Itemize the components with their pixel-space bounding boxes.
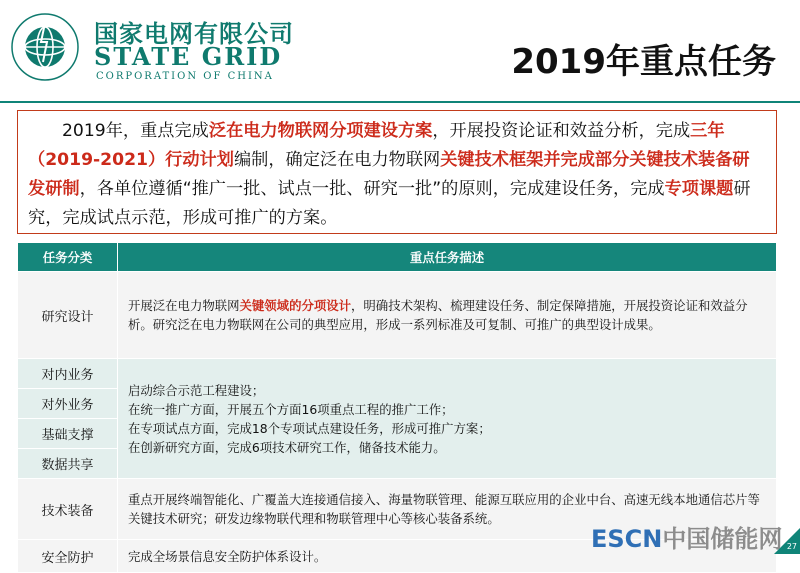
table-row bbox=[18, 272, 777, 359]
page-number: 27 bbox=[786, 542, 797, 551]
column-header-description: 重点任务描述 bbox=[118, 243, 777, 272]
description-line: 在统一推广方面，开展五个方面16项重点工程的推广工作； bbox=[128, 401, 454, 417]
summary-text: 编制，确定泛在电力物联网 bbox=[233, 150, 441, 170]
category-cell: 对外业务 bbox=[18, 389, 118, 419]
watermark-latin: ESCN bbox=[591, 525, 663, 553]
state-grid-logo bbox=[10, 12, 80, 82]
category-cell: 技术装备 bbox=[18, 479, 118, 540]
summary-text: ，开展投资论证和效益分析，完成 bbox=[432, 121, 691, 141]
description-cell bbox=[118, 272, 777, 359]
summary-highlight: 三年（2019-2021）行动计划 bbox=[28, 121, 725, 170]
description-text: ，明确技术架构、梳理建设任务、制定保障措施，开展投资论证和效益分析。研究泛在电力物联网在公司的典型应用，形成一系列标准及可复制、可推广的典型设计成果。 bbox=[128, 298, 748, 332]
description-cell: 重点开展终端智能化、广覆盖大连接通信接入、海量物联管理、能源互联应用的企业中台、高速无线本地通信芯片等关键技术研究；研发边缘物联代理和物联管理中心等核心装备系统。 bbox=[118, 479, 777, 540]
table-header-row bbox=[18, 243, 777, 272]
header-divider bbox=[0, 101, 800, 103]
summary-box bbox=[17, 110, 777, 234]
brand-name-en-sub: CORPORATION OF CHINA bbox=[96, 71, 274, 82]
category-cell: 对内业务 bbox=[18, 359, 118, 389]
summary-text: 2019年，重点完成 bbox=[62, 121, 209, 141]
category-cell: 基础支撑 bbox=[18, 419, 118, 449]
description-text: 开展泛在电力物联网 bbox=[128, 298, 240, 313]
table-row bbox=[18, 359, 777, 389]
summary-highlight: 关键技术框架并完成部分关键技术装备研发研制 bbox=[28, 150, 750, 199]
description-line: 在创新研究方面，完成6项技术研究工作，储备技术能力。 bbox=[128, 439, 446, 455]
category-cell: 研究设计 bbox=[18, 272, 118, 359]
description-highlight: 关键领域的分项设计 bbox=[239, 298, 352, 313]
brand-name-en: STATE GRID bbox=[94, 42, 283, 71]
page-title: 2019年重点任务 bbox=[511, 42, 776, 82]
summary-highlight: 专项课题 bbox=[664, 179, 734, 199]
category-cell: 安全防护 bbox=[18, 540, 118, 573]
summary-text: ，各单位遵循“推广一批、试点一批、研究一批”的原则，完成建设任务，完成 bbox=[79, 179, 665, 199]
description-line: 启动综合示范工程建设； bbox=[128, 382, 265, 398]
brand-name-cn: 国家电网有限公司 bbox=[94, 20, 294, 48]
description-cell: 完成全场景信息安全防护体系设计。 bbox=[118, 540, 777, 573]
summary-text: 研究，完成试点示范，形成可推广的方案。 bbox=[28, 179, 751, 228]
category-cell: 数据共享 bbox=[18, 449, 118, 479]
escn-watermark bbox=[591, 519, 782, 554]
description-cell bbox=[118, 359, 777, 479]
description-line: 在专项试点方面，完成18个专项试点建设任务，形成可推广方案； bbox=[128, 420, 491, 436]
column-header-category: 任务分类 bbox=[18, 243, 118, 272]
watermark-cn: 中国储能网 bbox=[662, 525, 783, 553]
summary-highlight: 泛在电力物联网分项建设方案 bbox=[208, 121, 433, 141]
